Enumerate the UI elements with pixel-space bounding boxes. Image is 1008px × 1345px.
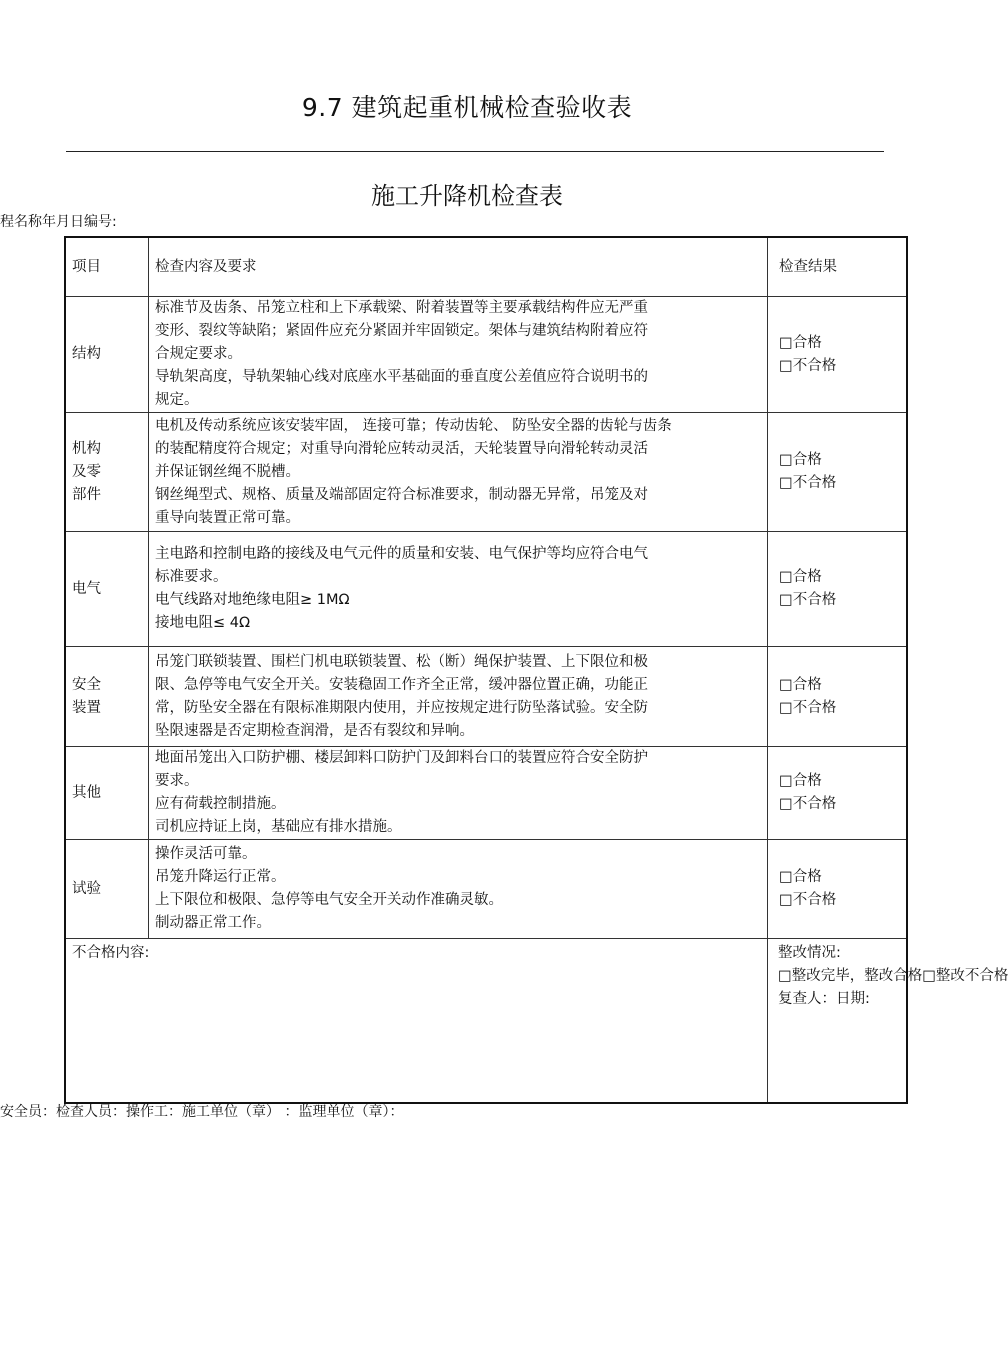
requirement-line: 应有荷载控制措施。 <box>155 796 286 812</box>
row-item-cell <box>65 840 149 939</box>
table-header-row <box>65 237 907 297</box>
pass-checkbox[interactable]: □合格 <box>779 569 822 585</box>
requirement-line: 合规定要求。 <box>155 346 242 362</box>
requirement-line: 上下限位和极限、急停等电气安全开关动作准确灵敏。 <box>155 892 503 908</box>
form-title: 施工升降机检查表 <box>371 182 563 210</box>
requirement-line: 吊笼门联锁装置、围栏门机电联锁装置、松（断）绳保护装置、上下限位和极 <box>155 653 648 670</box>
row-item-label: 装置 <box>72 699 101 716</box>
reviewer-date-label: 复查人：日期: <box>778 991 870 1007</box>
table-row-other <box>65 747 907 840</box>
row-item-label: 部件 <box>72 486 101 503</box>
requirement-line: 限、急停等电气安全开关。安装稳固工作齐全正常，缓冲器位置正确，功能正 <box>155 676 648 693</box>
row-result-cell <box>768 747 908 840</box>
row-item-label: 试验 <box>72 880 101 897</box>
row-item-cell <box>65 297 149 413</box>
row-item-label: 及零 <box>72 463 101 480</box>
row-result-cell <box>768 532 908 647</box>
requirement-line: 标准要求。 <box>155 569 228 585</box>
row-result-cell <box>768 647 908 747</box>
fail-checkbox[interactable]: □不合格 <box>779 699 837 716</box>
table-row-structure <box>65 297 907 413</box>
row-item-cell <box>65 413 149 532</box>
table-row-summary <box>65 939 907 1104</box>
pass-checkbox[interactable]: □合格 <box>779 869 822 885</box>
requirement-line: 地面吊笼出入口防护棚、楼层卸料口防护门及卸料台口的装置应符合安全防护 <box>155 750 648 766</box>
fail-checkbox[interactable]: □不合格 <box>779 592 837 608</box>
title-divider <box>66 151 884 152</box>
requirement-line: 常，防坠安全器在有限标准期限内使用，并应按规定进行防坠落试验。安全防 <box>155 699 648 716</box>
table-row-safety-devices <box>65 647 907 747</box>
inspection-table <box>64 236 1008 1104</box>
document-title: 9.7 建筑起重机械检查验收表 <box>301 93 633 122</box>
row-item-cell <box>65 647 149 747</box>
requirement-line: 接地电阻≤ 4Ω <box>155 615 251 631</box>
project-meta-line: 程名称年月日编号: <box>0 214 117 230</box>
row-requirements-cell <box>149 532 768 647</box>
nonconforming-label: 不合格内容: <box>72 945 150 961</box>
header-requirements: 检查内容及要求 <box>149 237 768 297</box>
requirement-line: 要求。 <box>155 773 199 789</box>
fail-checkbox[interactable]: □不合格 <box>779 357 837 374</box>
row-item-label: 安全 <box>72 676 101 693</box>
row-item-label: 结构 <box>72 346 101 362</box>
requirement-line: 电机及传动系统应该安装牢固， 连接可靠；传动齿轮、 防坠安全器的齿轮与齿条 <box>155 417 672 434</box>
row-item-cell <box>65 532 149 647</box>
header-result: 检查结果 <box>768 237 908 297</box>
row-requirements-cell <box>149 747 768 840</box>
row-requirements-cell <box>149 413 768 532</box>
row-result-cell <box>768 297 908 413</box>
table-row-test <box>65 840 907 939</box>
requirement-line: 变形、裂纹等缺陷；紧固件应充分紧固并牢固锁定。架体与建筑结构附着应符 <box>155 323 648 339</box>
fail-checkbox[interactable]: □不合格 <box>779 892 837 908</box>
row-item-cell <box>65 747 149 840</box>
requirement-line: 重导向装置正常可靠。 <box>155 509 300 526</box>
signature-line: 安全员：检查人员：操作工：施工单位（章） ：监理单位（章）： <box>0 1104 404 1120</box>
fail-checkbox[interactable]: □不合格 <box>779 475 837 491</box>
pass-checkbox[interactable]: □合格 <box>779 334 822 351</box>
row-requirements-cell <box>149 297 768 413</box>
row-result-cell <box>768 840 908 939</box>
rectification-label: 整改情况: <box>778 945 841 961</box>
row-requirements-cell <box>149 840 768 939</box>
requirement-line: 并保证钢丝绳不脱槽。 <box>155 463 300 480</box>
row-requirements-cell <box>149 647 768 747</box>
requirement-line: 电气线路对地绝缘电阻≥ 1MΩ <box>155 592 350 608</box>
header-item: 项目 <box>65 237 149 297</box>
rectification-cell[interactable] <box>768 939 1008 1104</box>
row-result-cell <box>768 413 908 532</box>
table-row-mechanism <box>65 413 907 532</box>
row-item-label: 电气 <box>72 580 101 597</box>
pass-checkbox[interactable]: □合格 <box>779 676 822 693</box>
row-item-label: 其他 <box>72 784 101 801</box>
pass-checkbox[interactable]: □合格 <box>779 452 822 468</box>
requirement-line: 制动器正常工作。 <box>155 915 271 931</box>
fail-checkbox[interactable]: □不合格 <box>779 796 837 812</box>
requirement-line: 规定。 <box>155 392 199 408</box>
requirement-line: 标准节及齿条、吊笼立柱和上下承载梁、附着装置等主要承载结构件应无严重 <box>155 300 648 316</box>
rectification-options[interactable]: □整改完毕，整改合格□整改不合格 <box>778 968 1008 984</box>
requirement-line: 坠限速器是否定期检查润滑，是否有裂纹和异响。 <box>155 722 474 739</box>
requirement-line: 司机应持证上岗，基础应有排水措施。 <box>155 819 402 835</box>
table-row-electrical <box>65 532 907 647</box>
requirement-line: 吊笼升降运行正常。 <box>155 869 286 885</box>
requirement-line: 主电路和控制电路的接线及电气元件的质量和安装、电气保护等均应符合电气 <box>155 546 648 562</box>
row-item-label: 机构 <box>72 440 101 457</box>
requirement-line: 操作灵活可靠。 <box>155 846 257 862</box>
requirement-line: 导轨架高度，导轨架轴心线对底座水平基础面的垂直度公差值应符合说明书的 <box>155 369 648 385</box>
nonconforming-cell[interactable] <box>65 939 768 1104</box>
pass-checkbox[interactable]: □合格 <box>779 773 822 789</box>
requirement-line: 的装配精度符合规定；对重导向滑轮应转动灵活，天轮装置导向滑轮转动灵活 <box>155 440 648 457</box>
requirement-line: 钢丝绳型式、规格、质量及端部固定符合标准要求，制动器无异常，吊笼及对 <box>155 486 648 503</box>
